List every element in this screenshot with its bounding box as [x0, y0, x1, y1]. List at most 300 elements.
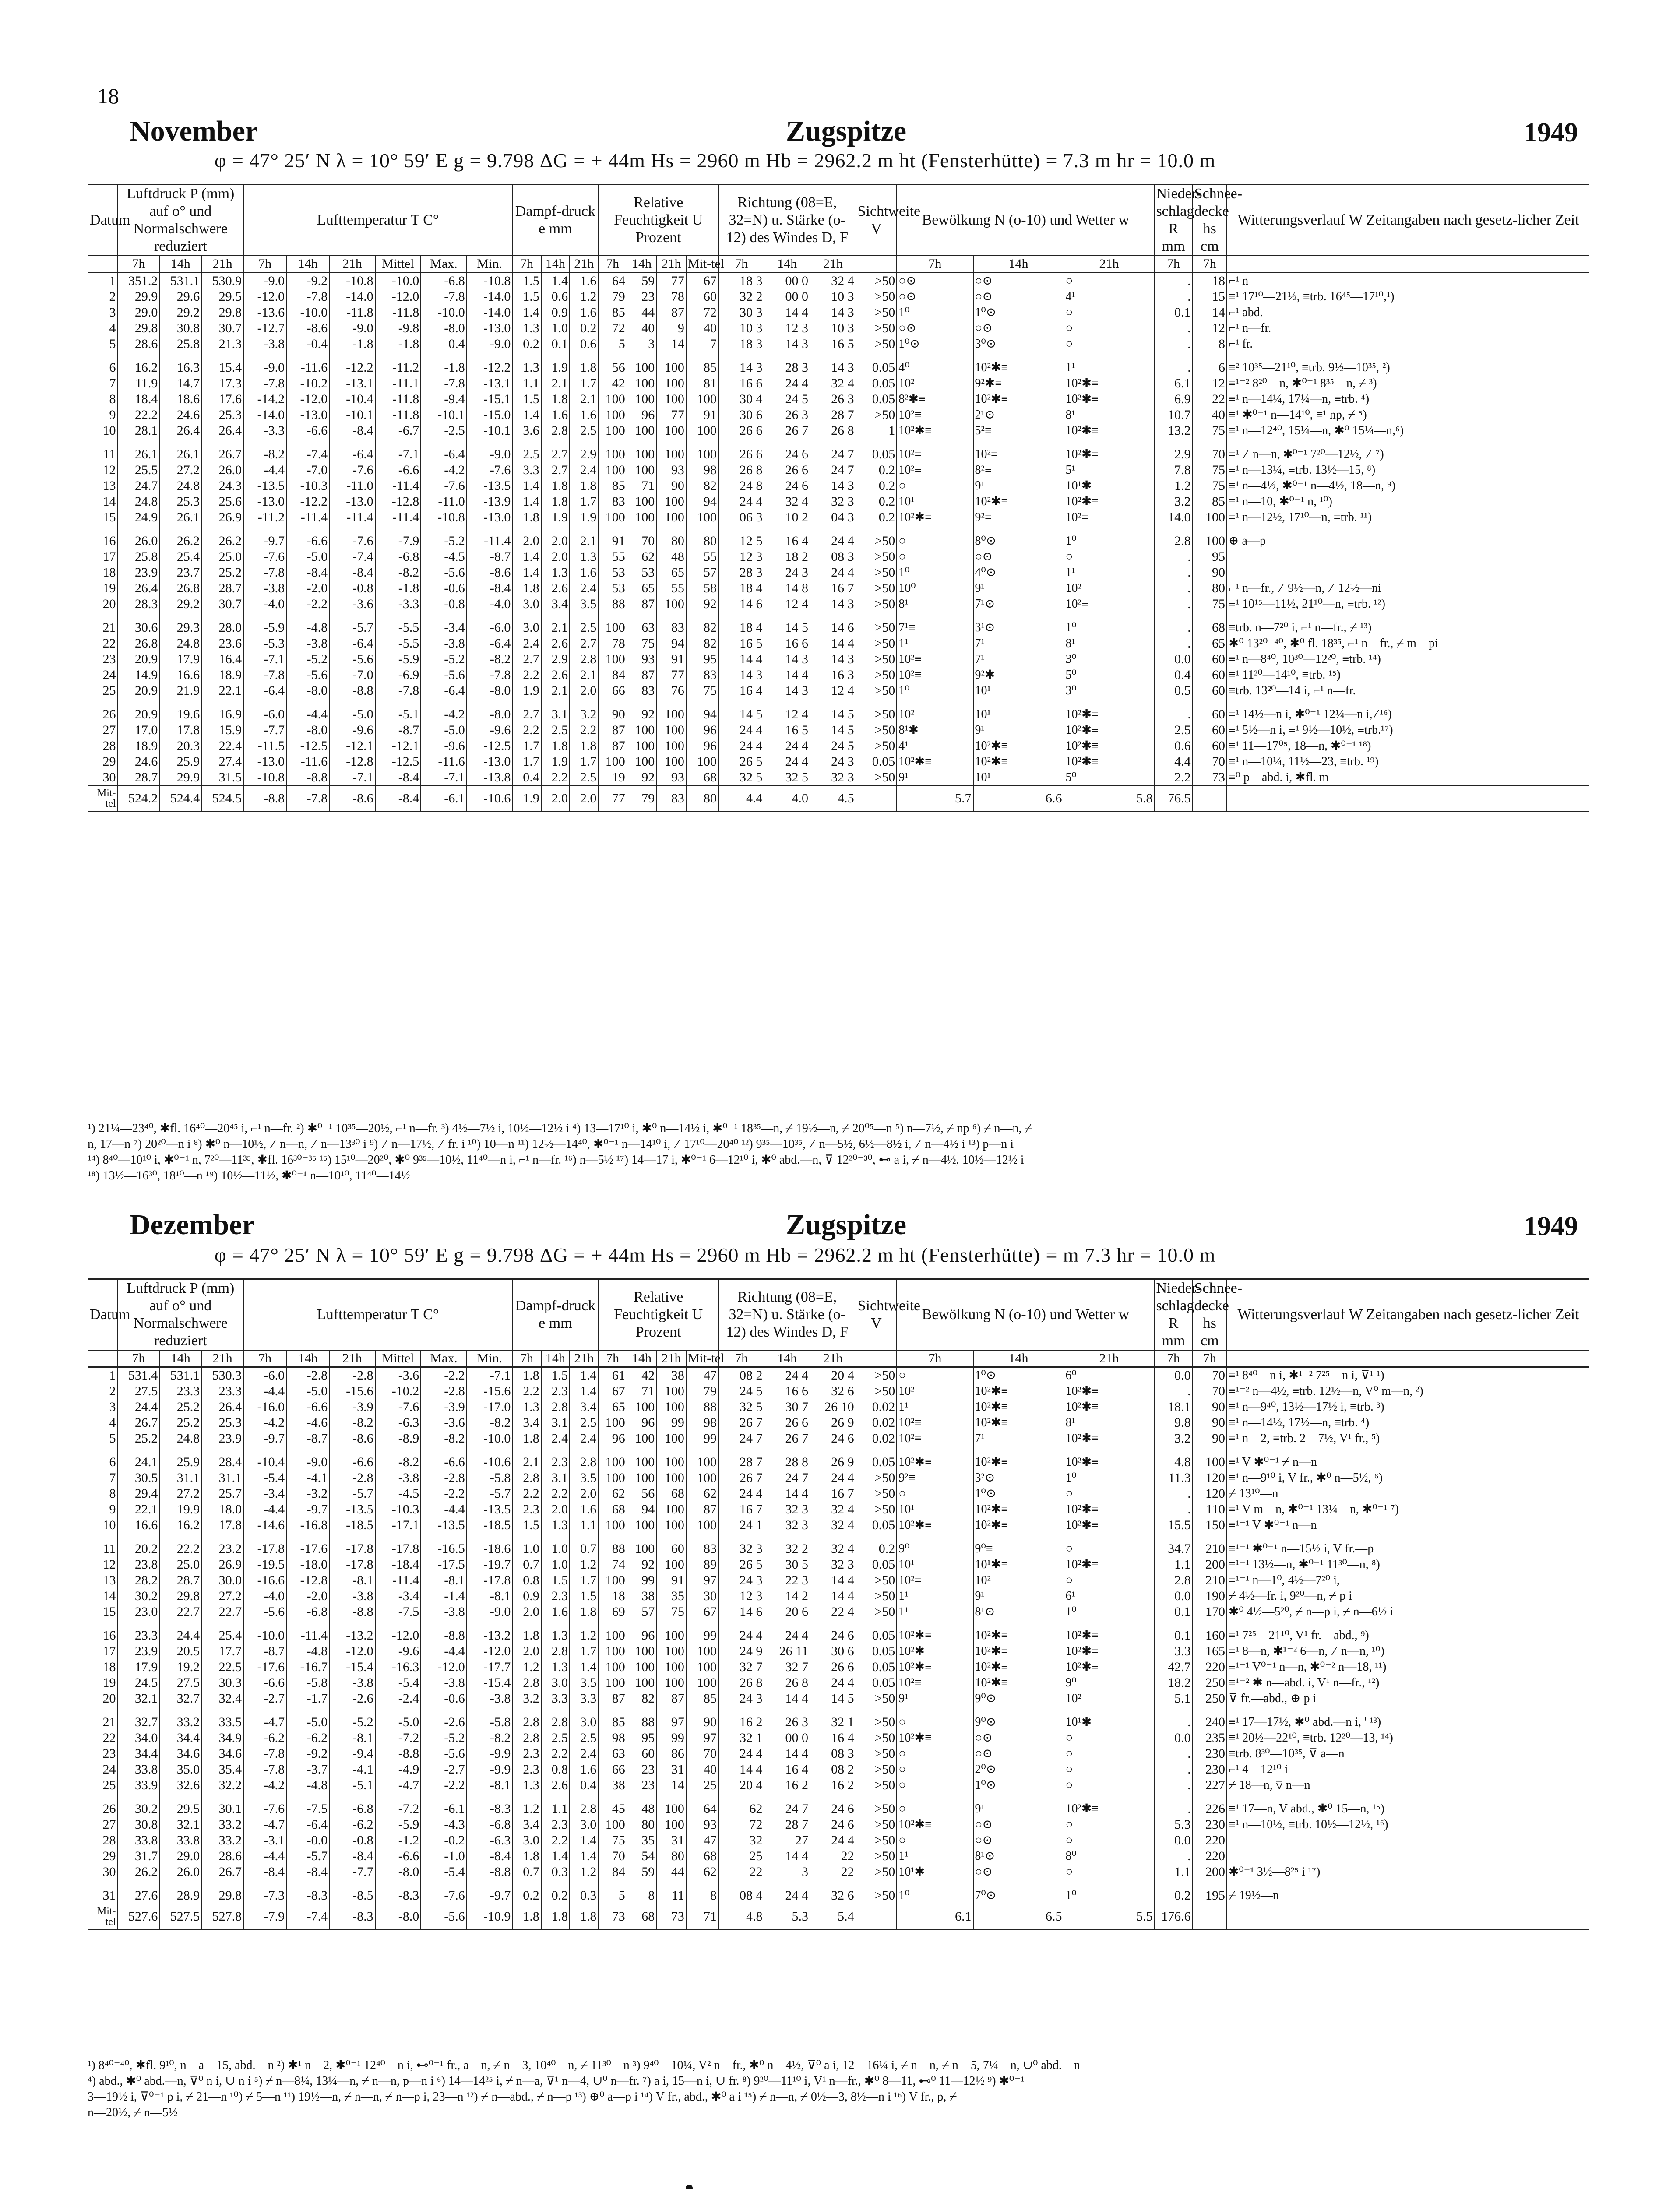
value-cell: 20 6 — [764, 1604, 810, 1620]
weather-note-cell: ≡² 10³⁵—21¹⁰, ≡trb. 9½—10³⁵, ²) — [1227, 360, 1589, 376]
value-cell: -7.6 — [375, 1399, 421, 1415]
value-cell: 1.7 — [570, 1644, 598, 1659]
value-cell: 220 — [1193, 1659, 1227, 1675]
value-cell: 0.2 — [1154, 1888, 1192, 1904]
spacer-cell — [1227, 525, 1589, 533]
value-cell: ○ — [897, 1833, 973, 1848]
table-row — [88, 1730, 1589, 1746]
value-cell: 24.4 — [118, 1399, 160, 1415]
spacer-cell — [897, 1533, 973, 1541]
value-cell: -12.5 — [467, 738, 513, 754]
value-cell: 32 5 — [718, 770, 764, 786]
day-cell: 10 — [88, 423, 118, 439]
value-cell: 1.8 — [570, 1604, 598, 1620]
value-cell: -11.1 — [375, 376, 421, 391]
value-cell: 14 3 — [764, 683, 810, 699]
spacer-cell — [88, 612, 118, 620]
value-cell: 0.0 — [1154, 1588, 1192, 1604]
value-cell: 96 — [627, 1415, 657, 1431]
value-cell: 33.9 — [118, 1777, 160, 1793]
value-cell: 15 — [1193, 289, 1227, 305]
day-cell: 9 — [88, 1502, 118, 1517]
value-cell: -0.8 — [421, 596, 467, 612]
value-cell: 24 3 — [764, 565, 810, 581]
value-cell: 1.1 — [541, 1801, 570, 1817]
value-cell: 75 — [686, 683, 718, 699]
weather-note-cell: ⌐¹ fr. — [1227, 336, 1589, 352]
value-cell: 70 — [686, 1746, 718, 1762]
value-cell: 35.4 — [201, 1762, 243, 1777]
value-cell: -8.4 — [329, 1848, 375, 1864]
value-cell: 2.4 — [570, 462, 598, 478]
value-cell: . — [1154, 1762, 1192, 1777]
subheader-cell — [1227, 1350, 1589, 1367]
value-cell: 9⁰ — [897, 1541, 973, 1557]
value-cell: 38 — [627, 1588, 657, 1604]
value-cell: 25.3 — [201, 1415, 243, 1431]
value-cell: 1.4 — [512, 565, 541, 581]
header-sichtweite: Sichtweite V — [856, 185, 897, 256]
value-cell: 60 — [686, 289, 718, 305]
value-cell: 12 — [1193, 320, 1227, 336]
value-cell: 100 — [656, 754, 686, 770]
spacer-cell — [243, 1793, 286, 1801]
value-cell: -12.8 — [375, 494, 421, 510]
table-row — [88, 494, 1589, 510]
value-cell: -6.6 — [421, 1454, 467, 1470]
value-cell: 9¹ — [973, 581, 1064, 596]
value-cell: 10¹✱ — [1064, 478, 1155, 494]
weather-note-cell: ≡⁰ p—abd. i, ✱fl. m — [1227, 770, 1589, 786]
value-cell: -8.4 — [467, 1848, 513, 1864]
value-cell: 87 — [686, 1502, 718, 1517]
value-cell: -8.6 — [286, 320, 329, 336]
value-cell: 25.2 — [159, 1415, 201, 1431]
mean-cell: 6.6 — [973, 786, 1064, 812]
value-cell: 1.2 — [512, 1659, 541, 1675]
value-cell: 0.05 — [856, 391, 897, 407]
value-cell: 29.6 — [159, 289, 201, 305]
value-cell: 1.9 — [541, 360, 570, 376]
value-cell: 88 — [598, 596, 627, 612]
value-cell: 7¹≡ — [897, 620, 973, 636]
value-cell: 110 — [1193, 1502, 1227, 1517]
spacer-cell — [421, 1620, 467, 1628]
value-cell: -8.2 — [375, 565, 421, 581]
value-cell: ○ — [1064, 1730, 1155, 1746]
value-cell: 24 5 — [718, 1383, 764, 1399]
value-cell: 65 — [598, 1399, 627, 1415]
value-cell: -10.1 — [329, 407, 375, 423]
value-cell: 29.8 — [159, 1588, 201, 1604]
value-cell: 7 — [686, 336, 718, 352]
value-cell: 65 — [656, 565, 686, 581]
subheader-cell: Max. — [421, 1350, 467, 1367]
value-cell: -10.0 — [286, 305, 329, 320]
spacer-cell — [897, 1793, 973, 1801]
value-cell: 34.4 — [159, 1730, 201, 1746]
spacer-cell — [159, 1707, 201, 1714]
day-cell: 25 — [88, 683, 118, 699]
value-cell: 14 4 — [810, 1573, 856, 1588]
value-cell: 47 — [686, 1833, 718, 1848]
value-cell: -4.1 — [329, 1762, 375, 1777]
subheader-cell — [88, 256, 118, 273]
value-cell: -11.8 — [329, 305, 375, 320]
value-cell: ○ — [1064, 1762, 1155, 1777]
value-cell: 5⁰ — [1064, 770, 1155, 786]
footnote-line: ⁴) abd., ✱⁰ abd.—n, ⊽⁰ n i, ∪ n i ⁵) ⌿ n—8¼, 13¼—n, ⌿ n—n, p—n i ⁶) 14—14²⁵ i, ⌿ n—a, ⊽¹ n—4, ∪⁰ n—fr. ⁷) a i, 15—n i, ∪ fr. ⁸) 9²⁰—11¹⁰ i, V¹ n—fr., ✱⁰ 8—11, ⊷⁰ 11—12½ ⁹) ✱⁰⁻¹ — [88, 2074, 1025, 2088]
value-cell: 25 — [686, 1777, 718, 1793]
value-cell: -7.1 — [375, 447, 421, 462]
value-cell: 10²✱≡ — [897, 1454, 973, 1470]
value-cell: -12.0 — [286, 391, 329, 407]
value-cell: -12.8 — [329, 754, 375, 770]
month-title-dezember: Dezember — [130, 1209, 255, 1241]
value-cell: 1.4 — [512, 305, 541, 320]
value-cell: -12.1 — [375, 738, 421, 754]
value-cell: 79 — [598, 289, 627, 305]
value-cell: 10²≡ — [897, 462, 973, 478]
weather-note-cell: ≡¹⁻¹ V ✱⁰⁻¹ n—n — [1227, 1517, 1589, 1533]
value-cell: 70 — [1193, 1383, 1227, 1399]
value-cell: 530.9 — [201, 273, 243, 289]
value-cell: 83 — [627, 683, 657, 699]
value-cell: -0.6 — [421, 581, 467, 596]
subheader-cell: 14h — [627, 256, 657, 273]
value-cell: -9.0 — [286, 1454, 329, 1470]
spacer-cell — [286, 1793, 329, 1801]
value-cell: 10²≡ — [1064, 510, 1155, 525]
value-cell: >50 — [856, 565, 897, 581]
value-cell: 4.4 — [1154, 754, 1192, 770]
value-cell: 10²✱≡ — [973, 360, 1064, 376]
table-row — [88, 1383, 1589, 1399]
value-cell: 1.8 — [512, 581, 541, 596]
value-cell: 0.7 — [512, 1864, 541, 1880]
mean-cell — [1227, 1904, 1589, 1930]
value-cell: 16.2 — [118, 360, 160, 376]
value-cell: 20.9 — [118, 683, 160, 699]
mean-cell: 1.8 — [541, 1904, 570, 1930]
table-row — [88, 770, 1589, 786]
spacer-cell — [1193, 525, 1227, 533]
value-cell: 5 — [598, 336, 627, 352]
value-cell: 1.6 — [570, 305, 598, 320]
value-cell: 1.3 — [512, 1777, 541, 1793]
value-cell: 0.0 — [1154, 651, 1192, 667]
value-cell: 29.9 — [118, 289, 160, 305]
value-cell: 1.6 — [570, 565, 598, 581]
value-cell: 1.8 — [541, 391, 570, 407]
value-cell: >50 — [856, 1864, 897, 1880]
value-cell: 48 — [656, 549, 686, 565]
value-cell: 10²✱≡ — [1064, 1557, 1155, 1573]
value-cell: 16 5 — [718, 636, 764, 651]
spacer-cell — [1064, 1620, 1155, 1628]
spacer-cell — [1064, 699, 1155, 707]
value-cell: -6.0 — [243, 1367, 286, 1384]
value-cell: 100 — [1193, 1454, 1227, 1470]
value-cell: -10.6 — [467, 1454, 513, 1470]
value-cell: 63 — [598, 1746, 627, 1762]
value-cell: 70 — [1193, 754, 1227, 770]
value-cell: -4.2 — [243, 1777, 286, 1793]
value-cell: 1.4 — [512, 407, 541, 423]
value-cell: 3²⊙ — [973, 1470, 1064, 1486]
value-cell: 10²✱≡ — [1064, 738, 1155, 754]
value-cell: 16 6 — [764, 1383, 810, 1399]
value-cell: 3.5 — [570, 596, 598, 612]
value-cell: 55 — [686, 549, 718, 565]
spacer-cell — [118, 439, 160, 447]
value-cell: -9.0 — [467, 1604, 513, 1620]
value-cell: 59 — [627, 273, 657, 289]
value-cell: -7.5 — [375, 1604, 421, 1620]
subheader-cell: 14h — [764, 1350, 810, 1367]
value-cell: -7.8 — [243, 565, 286, 581]
value-cell: -5.0 — [286, 1714, 329, 1730]
day-cell: 8 — [88, 391, 118, 407]
value-cell: 10¹ — [973, 770, 1064, 786]
value-cell: 22.5 — [201, 1659, 243, 1675]
weather-note-cell: ≡¹ 20½—22¹⁰, ≡trb. 12²⁰—13, ¹⁴) — [1227, 1730, 1589, 1746]
value-cell: 27.2 — [201, 1588, 243, 1604]
value-cell: 14 4 — [764, 1691, 810, 1707]
table-row — [88, 620, 1589, 636]
spacer-cell — [686, 1533, 718, 1541]
mean-cell: 1.9 — [512, 786, 541, 812]
value-cell: 2.2 — [541, 770, 570, 786]
value-cell: 24 7 — [764, 1470, 810, 1486]
spacer-cell — [627, 352, 657, 360]
value-cell: ○ — [1064, 305, 1155, 320]
station-title-november: Zugspitze — [786, 115, 907, 147]
value-cell: 10² — [897, 376, 973, 391]
mean-cell: 4.8 — [718, 1904, 764, 1930]
spacer-cell — [570, 1446, 598, 1454]
value-cell: 1⁰⊙ — [973, 1777, 1064, 1793]
value-cell: 26.4 — [159, 423, 201, 439]
spacer-cell — [718, 1880, 764, 1888]
value-cell: -10.8 — [467, 273, 513, 289]
weather-note-cell: ⊽ fr.—abd., ⊕ p i — [1227, 1691, 1589, 1707]
value-cell: 2.7 — [570, 636, 598, 651]
value-cell: -16.0 — [243, 1399, 286, 1415]
value-cell: -5.9 — [375, 651, 421, 667]
value-cell: 29.8 — [201, 305, 243, 320]
value-cell: 100 — [627, 494, 657, 510]
value-cell: 20.2 — [118, 1541, 160, 1557]
value-cell: 7¹ — [973, 1431, 1064, 1446]
value-cell: 100 — [686, 447, 718, 462]
value-cell: 0.6 — [1154, 738, 1192, 754]
value-cell: -2.8 — [329, 1470, 375, 1486]
value-cell: 24 4 — [810, 1675, 856, 1691]
value-cell: 10²✱≡ — [1064, 391, 1155, 407]
value-cell: ○ — [897, 1762, 973, 1777]
value-cell: -6.3 — [467, 1833, 513, 1848]
value-cell: >50 — [856, 305, 897, 320]
value-cell: 27 — [764, 1833, 810, 1848]
value-cell: 26.1 — [118, 447, 160, 462]
value-cell: -6.8 — [286, 1604, 329, 1620]
subheader-cell: 14h — [159, 1350, 201, 1367]
value-cell: 0.4 — [421, 336, 467, 352]
value-cell: 2.8 — [512, 1730, 541, 1746]
value-cell: 100 — [627, 360, 657, 376]
value-cell: -16.5 — [421, 1541, 467, 1557]
spacer-cell — [159, 352, 201, 360]
value-cell: 31.1 — [201, 1470, 243, 1486]
value-cell: 100 — [656, 1644, 686, 1659]
value-cell: -9.0 — [329, 320, 375, 336]
value-cell: 10 2 — [764, 510, 810, 525]
value-cell: -2.2 — [421, 1486, 467, 1502]
value-cell: -3.8 — [421, 1675, 467, 1691]
spacer-cell — [570, 1880, 598, 1888]
value-cell: 56 — [598, 360, 627, 376]
spacer-cell — [541, 612, 570, 620]
subheader-cell: 14h — [764, 256, 810, 273]
value-cell: -1.8 — [375, 581, 421, 596]
table-row — [88, 636, 1589, 651]
value-cell: 5.1 — [1154, 1691, 1192, 1707]
value-cell: 1¹ — [897, 636, 973, 651]
spacer-cell — [810, 439, 856, 447]
value-cell: 100 — [627, 462, 657, 478]
day-cell: 24 — [88, 1762, 118, 1777]
value-cell: 75 — [1193, 423, 1227, 439]
value-cell: 11.3 — [1154, 1470, 1192, 1486]
value-cell: 14 3 — [764, 336, 810, 352]
value-cell: 1.6 — [570, 273, 598, 289]
value-cell: 26 3 — [764, 1714, 810, 1730]
spacer-cell — [118, 1446, 160, 1454]
value-cell: 100 — [686, 423, 718, 439]
value-cell: -7.8 — [467, 667, 513, 683]
value-cell: 2.8 — [570, 1801, 598, 1817]
value-cell: 86 — [656, 1746, 686, 1762]
value-cell: 230 — [1193, 1817, 1227, 1833]
value-cell: 6¹ — [1064, 1588, 1155, 1604]
value-cell: 10² — [973, 1573, 1064, 1588]
value-cell: 3.4 — [512, 1817, 541, 1833]
value-cell: 2.7 — [512, 707, 541, 722]
value-cell: 0.05 — [856, 360, 897, 376]
value-cell: 1.3 — [570, 549, 598, 565]
value-cell: 14.7 — [159, 376, 201, 391]
value-cell: 8⁰ — [1064, 1848, 1155, 1864]
mean-cell: -7.4 — [286, 1904, 329, 1930]
subheader-cell: 7h — [1154, 256, 1192, 273]
value-cell: 30.7 — [201, 596, 243, 612]
value-cell: -3.8 — [329, 1588, 375, 1604]
subheader-cell — [856, 1350, 897, 1367]
value-cell: 68 — [598, 1502, 627, 1517]
value-cell: -4.7 — [243, 1817, 286, 1833]
value-cell: 87 — [627, 667, 657, 683]
value-cell: 16.6 — [118, 1517, 160, 1533]
value-cell: 31.1 — [159, 1470, 201, 1486]
value-cell: -4.4 — [286, 707, 329, 722]
spacer-cell — [598, 1533, 627, 1541]
value-cell: >50 — [856, 1604, 897, 1620]
value-cell: 1.4 — [570, 1659, 598, 1675]
value-cell: 8¹✱ — [897, 722, 973, 738]
spacer-cell — [764, 1793, 810, 1801]
spacer-cell — [467, 1880, 513, 1888]
value-cell: 15.5 — [1154, 1517, 1192, 1533]
value-cell: 30 5 — [764, 1557, 810, 1573]
value-cell: 28.0 — [201, 620, 243, 636]
subheader-cell: 21h — [329, 1350, 375, 1367]
value-cell: 1.6 — [541, 1604, 570, 1620]
day-cell: 7 — [88, 376, 118, 391]
value-cell: 23.3 — [201, 1383, 243, 1399]
value-cell: -2.8 — [421, 1383, 467, 1399]
value-cell: 92 — [627, 770, 657, 786]
value-cell: 0.2 — [512, 1888, 541, 1904]
day-cell: 1 — [88, 1367, 118, 1384]
value-cell: -10.8 — [421, 510, 467, 525]
footnote-line: ¹⁸) 13½—16³⁰, 18¹⁰—n ¹⁹) 10½—11½, ✱⁰⁻¹ n—10¹⁰, 11⁴⁰—14½ — [88, 1169, 410, 1182]
mean-cell: 79 — [627, 786, 657, 812]
value-cell: -13.5 — [243, 478, 286, 494]
value-cell: 25.5 — [118, 462, 160, 478]
value-cell: 0.1 — [1154, 1628, 1192, 1644]
value-cell: -4.0 — [243, 596, 286, 612]
day-cell: 17 — [88, 549, 118, 565]
weather-note-cell: ≡¹⁻² ✱ n—abd. i, V¹ n—fr., ¹²) — [1227, 1675, 1589, 1691]
value-cell: 16 5 — [810, 336, 856, 352]
value-cell: -10.2 — [375, 1383, 421, 1399]
value-cell: 0.05 — [856, 754, 897, 770]
value-cell: 91 — [686, 407, 718, 423]
value-cell: 30.0 — [201, 1573, 243, 1588]
value-cell: 1.7 — [570, 754, 598, 770]
value-cell: -11.0 — [421, 494, 467, 510]
value-cell: 100 — [656, 707, 686, 722]
value-cell: -12.8 — [286, 1573, 329, 1588]
table-row — [88, 478, 1589, 494]
value-cell: -16.3 — [375, 1659, 421, 1675]
mean-cell: 4.0 — [764, 786, 810, 812]
value-cell: 82 — [627, 1691, 657, 1707]
weather-note-cell: ≡¹ 11—17⁰⁵, 18—n, ✱⁰⁻¹ ¹⁸) — [1227, 738, 1589, 754]
value-cell: 100 — [656, 1675, 686, 1691]
value-cell: 10²✱≡ — [1064, 1454, 1155, 1470]
spacer-cell — [512, 1793, 541, 1801]
subheader-cell: 7h — [512, 1350, 541, 1367]
value-cell: 20 4 — [718, 1777, 764, 1793]
day-cell: 3 — [88, 305, 118, 320]
value-cell: 14 4 — [764, 305, 810, 320]
value-cell: 62 — [686, 1864, 718, 1880]
value-cell: 00 0 — [764, 273, 810, 289]
table-row — [88, 565, 1589, 581]
value-cell: 14 3 — [810, 360, 856, 376]
value-cell: -3.2 — [286, 1486, 329, 1502]
value-cell: 25.8 — [159, 336, 201, 352]
year-november: 1949 — [1524, 118, 1578, 148]
value-cell: 24 6 — [764, 478, 810, 494]
value-cell: . — [1154, 620, 1192, 636]
value-cell: 3.0 — [570, 1714, 598, 1730]
value-cell: 100 — [656, 391, 686, 407]
value-cell: >50 — [856, 683, 897, 699]
value-cell: 8¹ — [1064, 407, 1155, 423]
